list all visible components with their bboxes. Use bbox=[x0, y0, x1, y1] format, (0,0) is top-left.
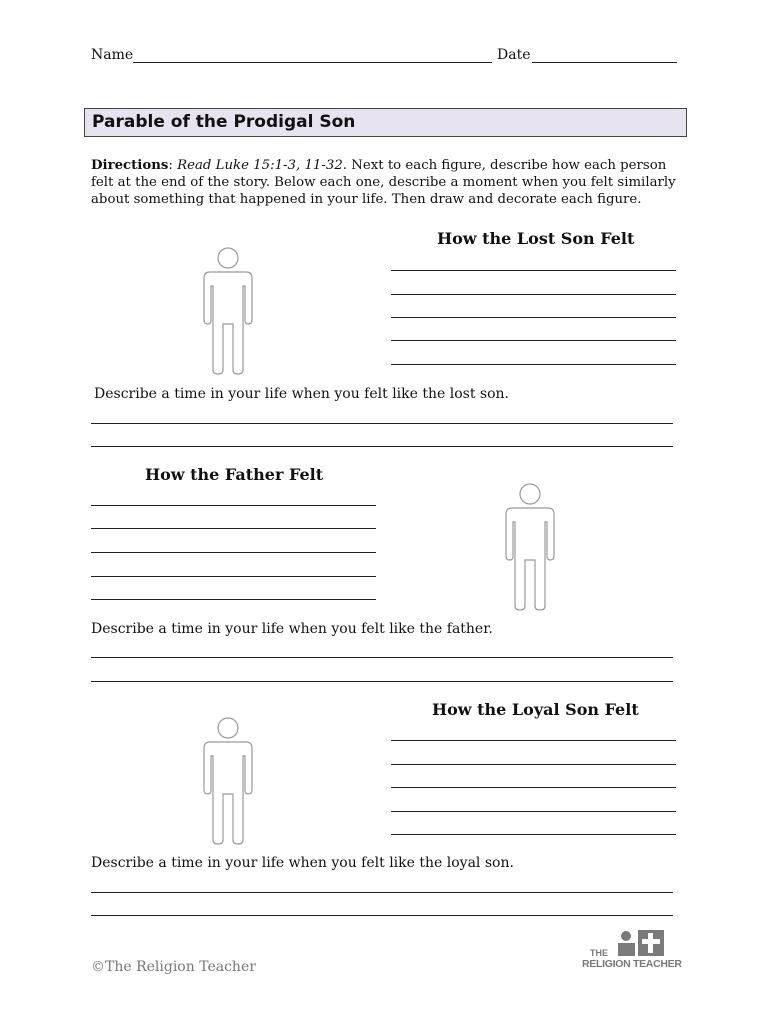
father-life-line[interactable] bbox=[91, 681, 673, 682]
father-heading: How the Father Felt bbox=[145, 465, 324, 484]
loyal-son-heading: How the Loyal Son Felt bbox=[432, 700, 639, 719]
directions-label: Directions bbox=[91, 158, 169, 173]
name-label: Name bbox=[91, 47, 134, 63]
copyright: ©The Religion Teacher bbox=[91, 959, 256, 975]
logo-text-the: THE bbox=[590, 948, 608, 958]
loyal-son-life-line[interactable] bbox=[91, 892, 673, 893]
title-box bbox=[84, 108, 687, 137]
directions-paragraph bbox=[91, 157, 691, 208]
loyal-son-prompt: Describe a time in your life when you felt like the loyal son. bbox=[91, 855, 514, 871]
lost-son-life-line[interactable] bbox=[91, 423, 673, 424]
name-field[interactable] bbox=[133, 62, 492, 63]
loyal-son-answer-line[interactable] bbox=[391, 811, 676, 812]
lost-son-prompt: Describe a time in your life when you felt like the lost son. bbox=[94, 386, 510, 402]
lost-son-life-line[interactable] bbox=[91, 446, 673, 447]
lost-son-answer-line[interactable] bbox=[391, 364, 676, 365]
page-title: Parable of the Prodigal Son bbox=[92, 112, 356, 132]
loyal-son-answer-line[interactable] bbox=[391, 764, 676, 765]
religion-teacher-logo bbox=[580, 930, 680, 972]
father-figure[interactable] bbox=[502, 482, 558, 612]
loyal-son-answer-line[interactable] bbox=[391, 834, 676, 835]
loyal-son-answer-line[interactable] bbox=[391, 740, 676, 741]
directions-colon: : bbox=[168, 158, 173, 173]
logo-mark-icon bbox=[614, 930, 664, 956]
directions-text: . Next to each figure, describe how each person felt at the end of the story. Below each one, describe a moment when you felt similarly about something that happened in your life. Then draw and decorate each figure. bbox=[91, 158, 676, 207]
father-answer-line[interactable] bbox=[91, 576, 376, 577]
date-label: Date bbox=[497, 47, 531, 63]
father-answer-line[interactable] bbox=[91, 599, 376, 600]
logo-text-name: RELIGION TEACHER bbox=[582, 958, 682, 970]
name-date-row bbox=[91, 47, 133, 63]
loyal-son-answer-line[interactable] bbox=[391, 787, 676, 788]
directions-reading: Read Luke 15:1-3, 11-32 bbox=[177, 158, 343, 173]
father-answer-line[interactable] bbox=[91, 552, 376, 553]
lost-son-figure[interactable] bbox=[200, 246, 256, 376]
lost-son-answer-line[interactable] bbox=[391, 340, 676, 341]
loyal-son-figure[interactable] bbox=[200, 716, 256, 846]
father-prompt: Describe a time in your life when you felt like the father. bbox=[91, 621, 493, 637]
lost-son-answer-line[interactable] bbox=[391, 317, 676, 318]
father-answer-line[interactable] bbox=[91, 505, 376, 506]
father-life-line[interactable] bbox=[91, 657, 673, 658]
lost-son-heading: How the Lost Son Felt bbox=[437, 229, 635, 248]
loyal-son-life-line[interactable] bbox=[91, 915, 673, 916]
lost-son-answer-line[interactable] bbox=[391, 270, 676, 271]
date-field[interactable] bbox=[532, 62, 677, 63]
lost-son-answer-line[interactable] bbox=[391, 294, 676, 295]
father-answer-line[interactable] bbox=[91, 528, 376, 529]
